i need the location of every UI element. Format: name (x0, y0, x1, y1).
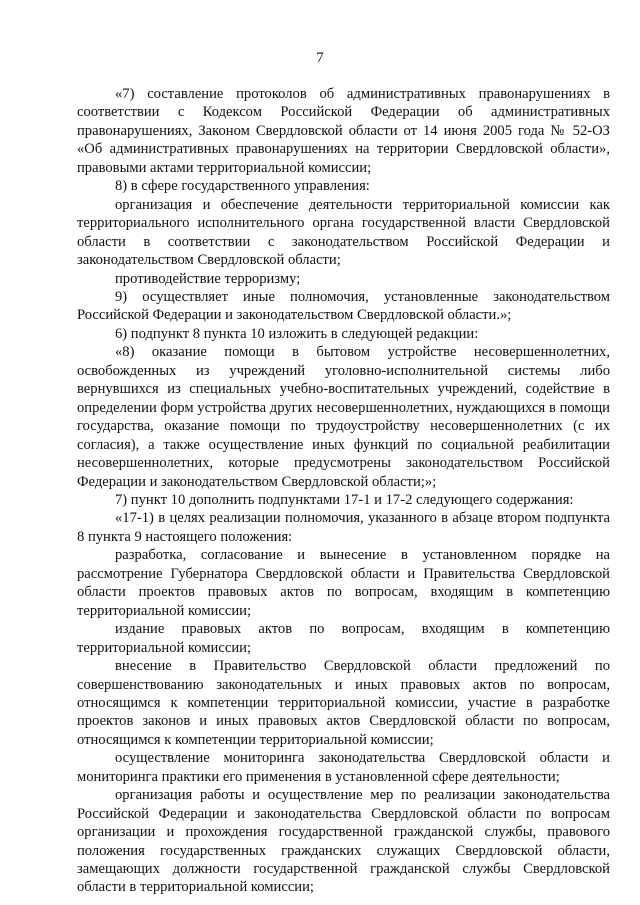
paragraph: внесение в Правительство Свердловской области предложений по совершенствованию законодательных и иных правовых актов по вопросам, относящимся к компетенции территориальной комиссии, участие в разработке проектов законов и иных правовых актов Свердловской области по вопросам, относящимся к компетенции территориальной комиссии; (77, 658, 610, 748)
document-body (77, 85, 610, 897)
paragraph: 9) осуществляет иные полномочия, установленные законодательством Российской Федерации и законодательством Свердловской области.»; (77, 288, 610, 324)
paragraph: 8) в сфере государственного управления: (115, 178, 370, 195)
paragraph: издание правовых актов по вопросам, входящим в компетенцию территориальной комиссии; (77, 621, 610, 656)
paragraph: «17-1) в целях реализации полномочия, указанного в абзаце втором подпункта 8 пункта 9 настоящего положения: (77, 510, 610, 545)
paragraph: «7) составление протоколов об административных правонарушениях в соответствии с Кодексом Российской Федерации об административных правонарушениях, Законом Свердловской области от 14 июня 2005 года № 52-ОЗ «Об административных правонарушениях на территории Свердловской области», правовыми актами территориальной комиссии; (77, 86, 610, 176)
page-number: 7 (316, 50, 324, 66)
paragraph: организация работы и осуществление мер по реализации законодательства Российской Федерации и законодательства Свердловской области по вопросам организации и прохождения государственной гражданской службы, правового положения государственных гражданских служащих Свердловской области, замещающих должности государственной гражданской службы Свердловской области в территориальной комиссии; (77, 787, 610, 896)
paragraph: осуществление мониторинга законодательства Свердловской области и мониторинга практики его применения в установленной сфере деятельности; (77, 750, 610, 785)
paragraph: противодействие терроризму; (115, 270, 301, 287)
paragraph: «8) оказание помощи в бытовом устройстве несовершеннолетних, освобожденных из учреждений уголовно-исполнительной системы либо вернувшихся из специальных учебно-воспитательных учреждений, содействие в определении форм устройства других несовершеннолетних, нуждающихся в помощи государства, оказание помощи по трудоустройству несовершеннолетних (с их согласия), а также осуществление иных функций по социальной реабилитации несовершеннолетних, которые предусмотрены законодательством Российской Федерации и законодательством Свердловской области;»; (77, 344, 610, 490)
paragraph: 7) пункт 10 дополнить подпунктами 17-1 и 17-2 следующего содержания: (115, 491, 574, 508)
paragraph: организация и обеспечение деятельности территориальной комиссии как территориального исполнительного органа государственной власти Свердловской области в соответствии с законодательством Российской Федерации и законодательством Свердловской области; (77, 196, 610, 269)
paragraph: 6) подпункт 8 пункта 10 изложить в следующей редакции: (115, 325, 479, 342)
paragraph: разработка, согласование и вынесение в установленном порядке на рассмотрение Губернатора Свердловской области и Правительства Свердловской области проектов правовых актов по вопросам, входящим в компетенцию территориальной комиссии; (77, 547, 610, 619)
